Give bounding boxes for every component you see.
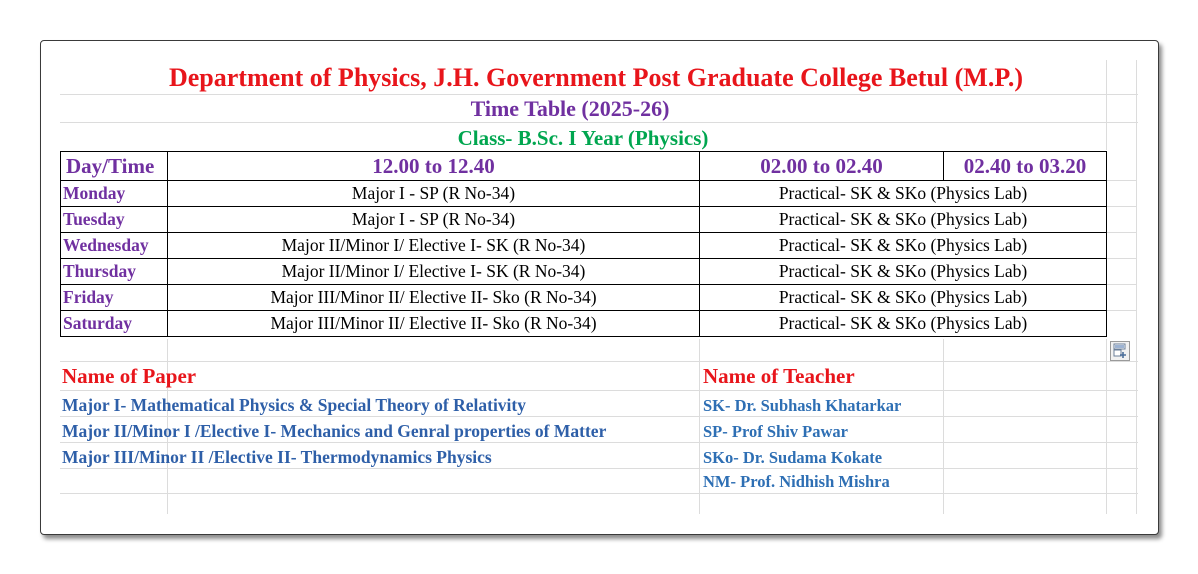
- list-item: Major I- Mathematical Physics & Special Theory of Relativity: [62, 395, 526, 415]
- gridline: [1107, 284, 1137, 285]
- gridline: [943, 339, 944, 514]
- header-slot-1[interactable]: 12.00 to 12.40: [168, 152, 700, 181]
- paste-options-icon: [1111, 342, 1129, 360]
- table-row: [61, 207, 1107, 233]
- practical-cell[interactable]: Practical- SK & SKo (Physics Lab): [700, 207, 1107, 233]
- gridline: [1107, 258, 1137, 259]
- gridline: [60, 122, 1138, 123]
- page-subtitle: Time Table (2025-26): [470, 96, 670, 121]
- practical-cell[interactable]: Practical- SK & SKo (Physics Lab): [700, 233, 1107, 259]
- practical-cell[interactable]: Practical- SK & SKo (Physics Lab): [700, 181, 1107, 207]
- gridline: [60, 361, 1138, 362]
- day-cell[interactable]: Wednesday: [61, 233, 168, 259]
- day-cell[interactable]: Saturday: [61, 311, 168, 337]
- paste-options-button[interactable]: [1110, 341, 1130, 361]
- gridline: [60, 442, 1138, 443]
- list-item: SP- Prof Shiv Pawar: [703, 422, 848, 441]
- practical-cell[interactable]: Practical- SK & SKo (Physics Lab): [700, 285, 1107, 311]
- timetable: [60, 151, 1107, 337]
- list-item: SK- Dr. Subhash Khatarkar: [703, 396, 902, 415]
- day-cell[interactable]: Thursday: [61, 259, 168, 285]
- slot1-cell[interactable]: Major III/Minor II/ Elective II- Sko (R No-34): [168, 311, 700, 337]
- paper-heading: Name of Paper: [62, 364, 197, 388]
- gridline: [60, 94, 1138, 95]
- practical-cell[interactable]: Practical- SK & SKo (Physics Lab): [700, 259, 1107, 285]
- list-item: SKo- Dr. Sudama Kokate: [703, 448, 883, 467]
- header-slot-2[interactable]: 02.00 to 02.40: [700, 152, 944, 181]
- header-day-time[interactable]: Day/Time: [61, 152, 168, 181]
- day-cell[interactable]: Monday: [61, 181, 168, 207]
- slot1-cell[interactable]: Major III/Minor II/ Elective II- Sko (R No-34): [168, 285, 700, 311]
- slot1-cell[interactable]: Major I - SP (R No-34): [168, 207, 700, 233]
- teacher-heading: Name of Teacher: [703, 364, 855, 388]
- gridline: [60, 416, 1138, 417]
- gridline: [1107, 180, 1137, 181]
- gridline: [1106, 339, 1107, 514]
- slot1-cell[interactable]: Major I - SP (R No-34): [168, 181, 700, 207]
- day-cell[interactable]: Tuesday: [61, 207, 168, 233]
- slot1-cell[interactable]: Major II/Minor I/ Elective I- SK (R No-34): [168, 233, 700, 259]
- gridline: [60, 493, 1138, 494]
- header-slot-3[interactable]: 02.40 to 03.20: [944, 152, 1107, 181]
- gridline: [1107, 310, 1137, 311]
- gridline: [1107, 232, 1137, 233]
- list-item: Major III/Minor II /Elective II- Thermodynamics Physics: [62, 447, 492, 467]
- gridline: [60, 468, 1138, 469]
- gridline: [1107, 206, 1137, 207]
- table-row: [61, 285, 1107, 311]
- table-row: [61, 181, 1107, 207]
- list-item: NM- Prof. Nidhish Mishra: [703, 472, 890, 491]
- class-label: Class- B.Sc. I Year (Physics): [457, 126, 709, 150]
- page-title: Department of Physics, J.H. Government Post Graduate College Betul (M.P.): [168, 63, 1023, 92]
- list-item: Major II/Minor I /Elective I- Mechanics and Genral properties of Matter: [62, 421, 607, 441]
- table-row: [61, 259, 1107, 285]
- day-cell[interactable]: Friday: [61, 285, 168, 311]
- table-row: [61, 311, 1107, 337]
- practical-cell[interactable]: Practical- SK & SKo (Physics Lab): [700, 311, 1107, 337]
- slot1-cell[interactable]: Major II/Minor I/ Elective I- SK (R No-34): [168, 259, 700, 285]
- timetable-header-row: [61, 152, 1107, 181]
- gridline: [699, 339, 700, 514]
- gridline: [60, 390, 1138, 391]
- table-row: [61, 233, 1107, 259]
